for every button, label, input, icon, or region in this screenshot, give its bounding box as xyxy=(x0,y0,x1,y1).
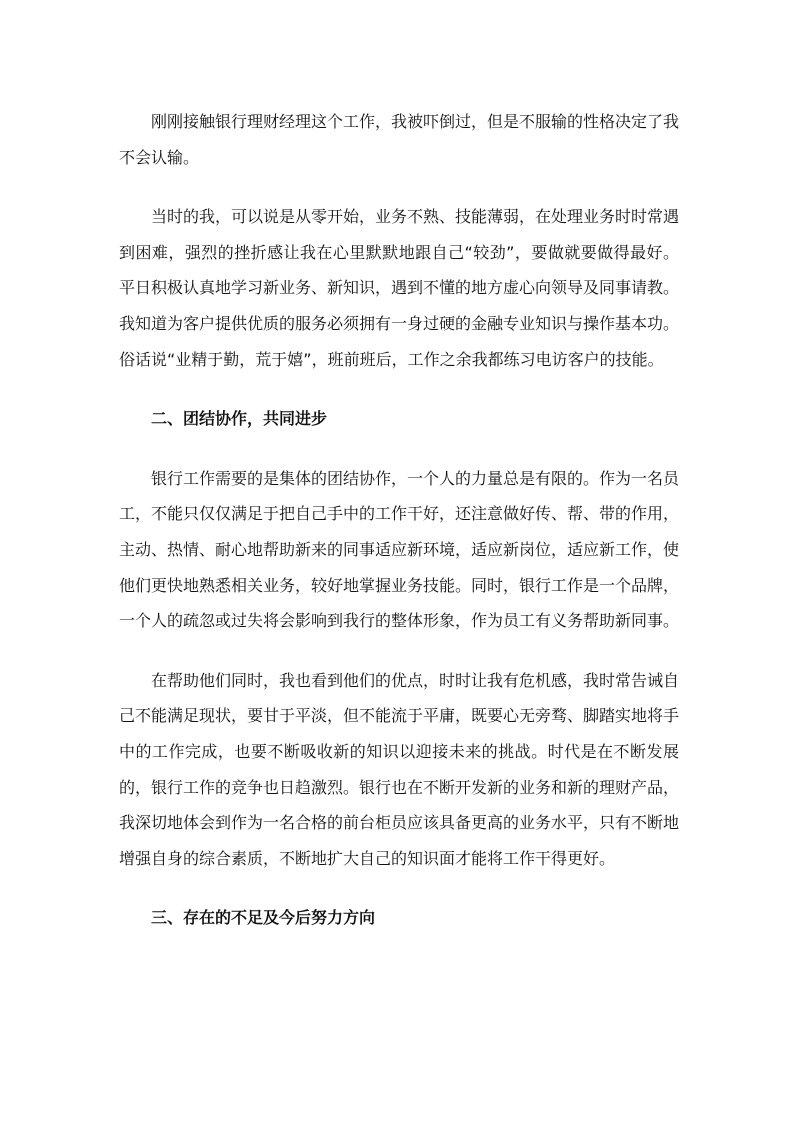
paragraph-teamwork: 银行工作需要的是集体的团结协作，一个人的力量总是有限的。作为一名员工，不能只仅仅满足于把自己手中的工作干好，还注意做好传、帮、带的作用，主动、热情、耐心地帮助新来的同事适应新环境，适应新岗位，适应新工作，使他们更快地熟悉相关业务，较好地掌握业务技能。同时，银行工作是一个品牌，一个人的疏忽或过失将会影响到我行的整体形象，作为员工有义务帮助新同事。 xyxy=(119,468,680,631)
section-heading-teamwork: 二、团结协作，共同进步 xyxy=(151,409,328,429)
section-heading-shortcomings: 三、存在的不足及今后努力方向 xyxy=(151,908,376,928)
paragraph-learning: 当时的我，可以说是从零开始，业务不熟、技能薄弱，在处理业务时时常遇到困难，强烈的挫折感让我在心里默默地跟自己“较劲”，要做就要做得最好。平日积极认真地学习新业务、新知识，遇到不懂的地方虚心向领导及同事请教。我知道为客户提供优质的服务必须拥有一身过硬的金融专业知识与操作基本功。俗话说“业精于勤，荒于嬉”，班前班后，工作之余我都练习电访客户的技能。 xyxy=(119,207,680,369)
paragraph-intro: 刚刚接触银行理财经理这个工作，我被吓倒过，但是不服输的性格决定了我不会认输。 xyxy=(119,112,680,167)
document-body xyxy=(119,104,679,960)
paragraph-growth: 在帮助他们同时，我也看到他们的优点，时时让我有危机感，我时常告诫自己不能满足现状，要甘于平淡，但不能流于平庸，既要心无旁骛、脚踏实地将手中的工作完成，也要不断吸收新的知识以迎接未来的挑战。时代是在不断发展的，银行工作的竞争也日趋激烈。银行也在不断开发新的业务和新的理财产品，我深切地体会到作为一名合格的前台柜员应该具备更高的业务水平，只有不断地增强自身的综合素质，不断地扩大自己的知识面才能将工作干得更好。 xyxy=(119,670,680,868)
